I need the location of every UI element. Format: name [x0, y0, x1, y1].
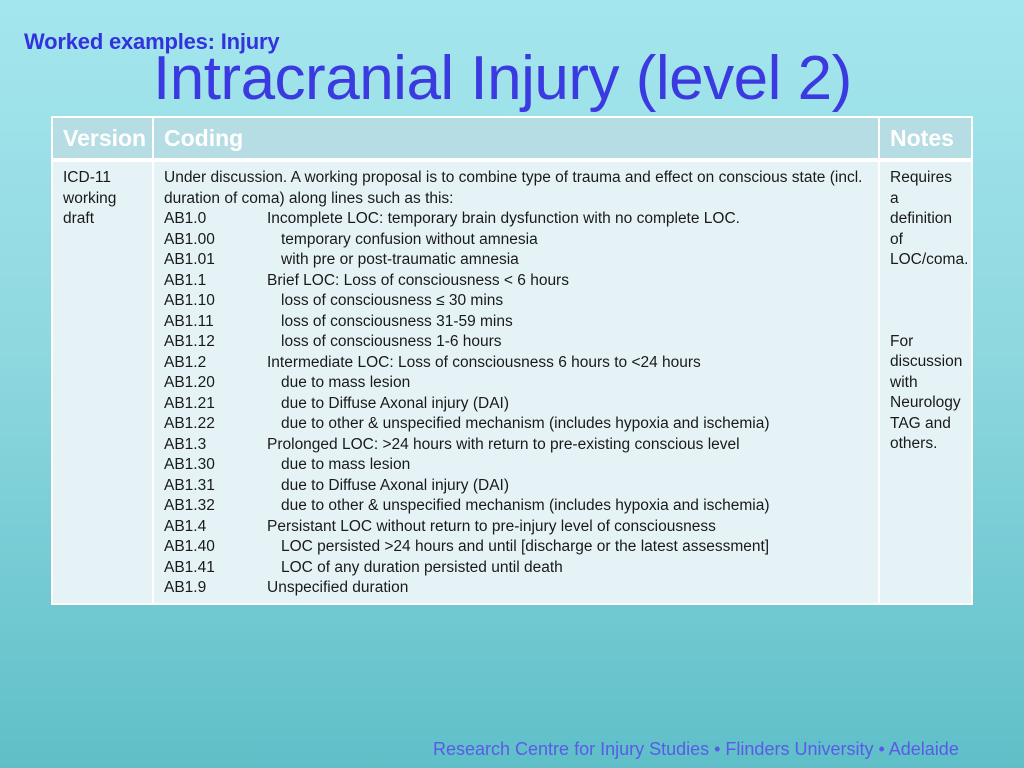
code-description: LOC persisted >24 hours and until [discharge or the latest assessment]	[281, 538, 770, 555]
code-row	[164, 230, 868, 251]
column-header-coding: Coding	[153, 117, 879, 160]
code-description: Incomplete LOC: temporary brain dysfunction with no complete LOC.	[267, 210, 740, 227]
coding-table	[51, 116, 973, 605]
code-row	[164, 312, 868, 333]
code-row	[164, 209, 868, 230]
code-value: AB1.2	[164, 353, 207, 371]
footer-credit: Research Centre for Injury Studies • Flinders University • Adelaide	[433, 739, 959, 759]
version-cell: ICD-11 working draft	[52, 160, 153, 604]
code-row	[164, 476, 868, 497]
code-value: AB1.20	[164, 374, 215, 391]
code-row	[164, 537, 868, 558]
code-description: due to Diffuse Axonal injury (DAI)	[281, 476, 510, 494]
code-row	[164, 250, 868, 271]
note-definition: Requires a definition of LOC/coma.	[890, 169, 969, 268]
code-row	[164, 578, 868, 599]
code-value: AB1.4	[164, 517, 207, 535]
code-row	[164, 353, 868, 374]
code-row	[164, 517, 868, 538]
code-row	[164, 496, 868, 517]
code-value: AB1.21	[164, 394, 215, 412]
code-value: AB1.41	[164, 558, 215, 576]
code-description: loss of consciousness ≤ 30 mins	[281, 292, 504, 309]
code-list	[164, 209, 868, 599]
slide-subtitle: Worked examples: Injury	[24, 29, 280, 54]
code-description: Prolonged LOC: >24 hours with return to pre-existing conscious level	[267, 435, 740, 453]
code-row	[164, 332, 868, 353]
code-description: due to Diffuse Axonal injury (DAI)	[281, 394, 510, 412]
code-row	[164, 414, 868, 435]
table-row	[52, 160, 972, 604]
code-value: AB1.32	[164, 497, 215, 514]
code-row	[164, 271, 868, 292]
column-header-notes: Notes	[879, 117, 972, 160]
code-row	[164, 558, 868, 579]
code-value: AB1.9	[164, 579, 207, 596]
code-row	[164, 394, 868, 415]
code-row	[164, 291, 868, 312]
column-header-version: Version	[52, 117, 153, 160]
code-description: due to mass lesion	[281, 456, 411, 473]
code-description: due to other & unspecified mechanism (includes hypoxia and ischemia)	[281, 497, 770, 514]
code-value: AB1.30	[164, 456, 215, 473]
code-value: AB1.00	[164, 230, 215, 248]
note-discussion: For discussion with Neurology TAG and others.	[890, 332, 963, 452]
code-value: AB1.0	[164, 210, 207, 227]
code-row	[164, 455, 868, 476]
code-value: AB1.22	[164, 415, 215, 432]
code-value: AB1.3	[164, 435, 207, 453]
coding-intro: Under discussion. A working proposal is to combine type of trauma and effect on conscious state (incl. duration of coma) along lines such as this:	[164, 169, 863, 207]
table-header-row	[52, 117, 972, 160]
slide-title: Intracranial Injury (level 2)	[153, 44, 852, 113]
code-description: due to mass lesion	[281, 374, 411, 391]
coding-cell	[153, 160, 879, 604]
code-description: temporary confusion without amnesia	[281, 230, 538, 248]
code-description: Intermediate LOC: Loss of consciousness 6 hours to <24 hours	[267, 353, 701, 371]
code-value: AB1.1	[164, 271, 207, 289]
code-row	[164, 435, 868, 456]
code-value: AB1.01	[164, 251, 215, 268]
code-description: due to other & unspecified mechanism (includes hypoxia and ischemia)	[281, 415, 770, 432]
code-description: loss of consciousness 1-6 hours	[281, 333, 502, 350]
notes-cell	[879, 160, 972, 604]
code-description: loss of consciousness 31-59 mins	[281, 312, 513, 330]
code-description: Unspecified duration	[267, 579, 409, 596]
code-row	[164, 373, 868, 394]
code-value: AB1.12	[164, 333, 215, 350]
code-value: AB1.11	[164, 312, 214, 330]
code-description: Brief LOC: Loss of consciousness < 6 hours	[267, 271, 569, 289]
code-description: LOC of any duration persisted until death	[281, 558, 563, 576]
code-description: with pre or post-traumatic amnesia	[281, 251, 519, 268]
code-description: Persistant LOC without return to pre-injury level of consciousness	[267, 517, 716, 535]
code-value: AB1.31	[164, 476, 215, 494]
code-value: AB1.40	[164, 538, 215, 555]
code-value: AB1.10	[164, 292, 215, 309]
